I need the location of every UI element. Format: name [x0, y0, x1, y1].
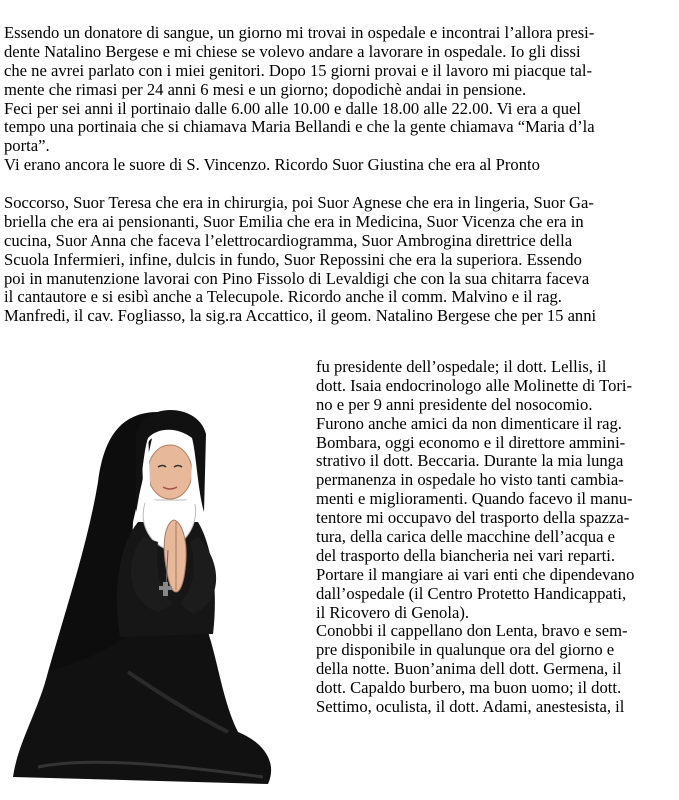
text-line: Scuola Infermieri, infine, dulcis in fundo, Suor Repossini che era la superiora. Essendo: [4, 249, 582, 269]
text-line: che ne avrei parlato con i miei genitori. Dopo 15 giorni provai e il lavoro mi piacque tal-: [4, 60, 592, 80]
top-paragraphs: [4, 24, 596, 326]
text-line: mente che rimasi per 24 anni 6 mesi e un giorno; dopodichè andai in pensione.: [4, 79, 527, 99]
text-line: tentore mi occupavo del trasporto della spazza-: [316, 508, 630, 528]
text-line: briella che era ai pensionanti, Suor Emilia che era in Medicina, Suor Vicenza che era in: [4, 211, 584, 231]
side-paragraphs: [316, 358, 634, 717]
text-line: il Ricovero di Genola).: [316, 602, 469, 622]
paragraph-gap: [4, 175, 596, 194]
text-line: Bombara, oggi economo e il direttore ammini-: [316, 432, 626, 452]
text-line: strativo il dott. Beccaria. Durante la mia lunga: [316, 451, 624, 471]
text-line: della notte. Buon’anima dell dott. Germena, il: [316, 659, 622, 679]
text-line: il cantautore e si esibì anche a Telecupole. Ricordo anche il comm. Malvino e il rag.: [4, 287, 562, 307]
praying-nun-icon: [8, 372, 308, 790]
text-line: Furono anche amici da non dimenticare il rag.: [316, 413, 622, 433]
text-line: Essendo un donatore di sangue, un giorno mi trovai in ospedale e incontrai l’allora presi-: [4, 23, 595, 42]
text-line: Conobbi il cappellano don Lenta, bravo e sem-: [316, 621, 628, 641]
text-line: pre disponibile in qualunque ora del giorno e: [316, 640, 615, 660]
text-line: dott. Isaia endocrinologo alle Molinette di Tori-: [316, 375, 633, 395]
text-line: Soccorso, Suor Teresa che era in chirurgia, poi Suor Agnese che era in lingeria, Suor Ga-: [4, 193, 594, 213]
text-line: dente Natalino Bergese e mi chiese se volevo andare a lavorare in ospedale. Io gli dissi: [4, 41, 581, 61]
text-line: cucina, Suor Anna che faceva l’elettrocardiogramma, Suor Ambrogina direttrice della: [4, 230, 573, 250]
text-line: permanenza in ospedale ho visto tanti cambia-: [316, 470, 624, 490]
text-line: tura, della carica delle macchine dell’acqua e: [316, 527, 615, 547]
text-line: del trasporto della biancheria nei vari reparti.: [316, 545, 616, 565]
text-line: menti e miglioramenti. Quando facevo il manu-: [316, 489, 633, 509]
text-line: Manfredi, il cav. Fogliasso, la sig.ra Accattico, il geom. Natalino Bergese che per 15 anni: [4, 306, 597, 326]
text-line: Feci per sei anni il portinaio dalle 6.00 alle 10.00 e dalle 18.00 alle 22.00. Vi era a quel: [4, 98, 582, 118]
text-line: no e per 9 anni presidente del nosocomio.: [316, 394, 593, 414]
text-line: porta”.: [4, 136, 50, 156]
text-line: Settimo, oculista, il dott. Adami, anestesista, il: [316, 697, 625, 717]
text-line: poi in manutenzione lavorai con Pino Fissolo di Levaldigi che con la sua chitarra faceva: [4, 268, 590, 288]
text-line: Vi erano ancora le suore di S. Vincenzo. Ricordo Suor Giustina che era al Pronto: [4, 155, 540, 175]
text-line: dall’ospedale (il Centro Protetto Handicappati,: [316, 583, 627, 603]
text-line: fu presidente dell’ospedale; il dott. Lellis, il: [316, 357, 607, 376]
text-line: Portare il mangiare ai vari enti che dipendevano: [316, 564, 635, 584]
text-line: tempo una portinaia che si chiamava Maria Bellandi e che la gente chiamava “Maria d’la: [4, 117, 595, 137]
text-line: dott. Capaldo burbero, ma buon uomo; il dott.: [316, 678, 622, 698]
